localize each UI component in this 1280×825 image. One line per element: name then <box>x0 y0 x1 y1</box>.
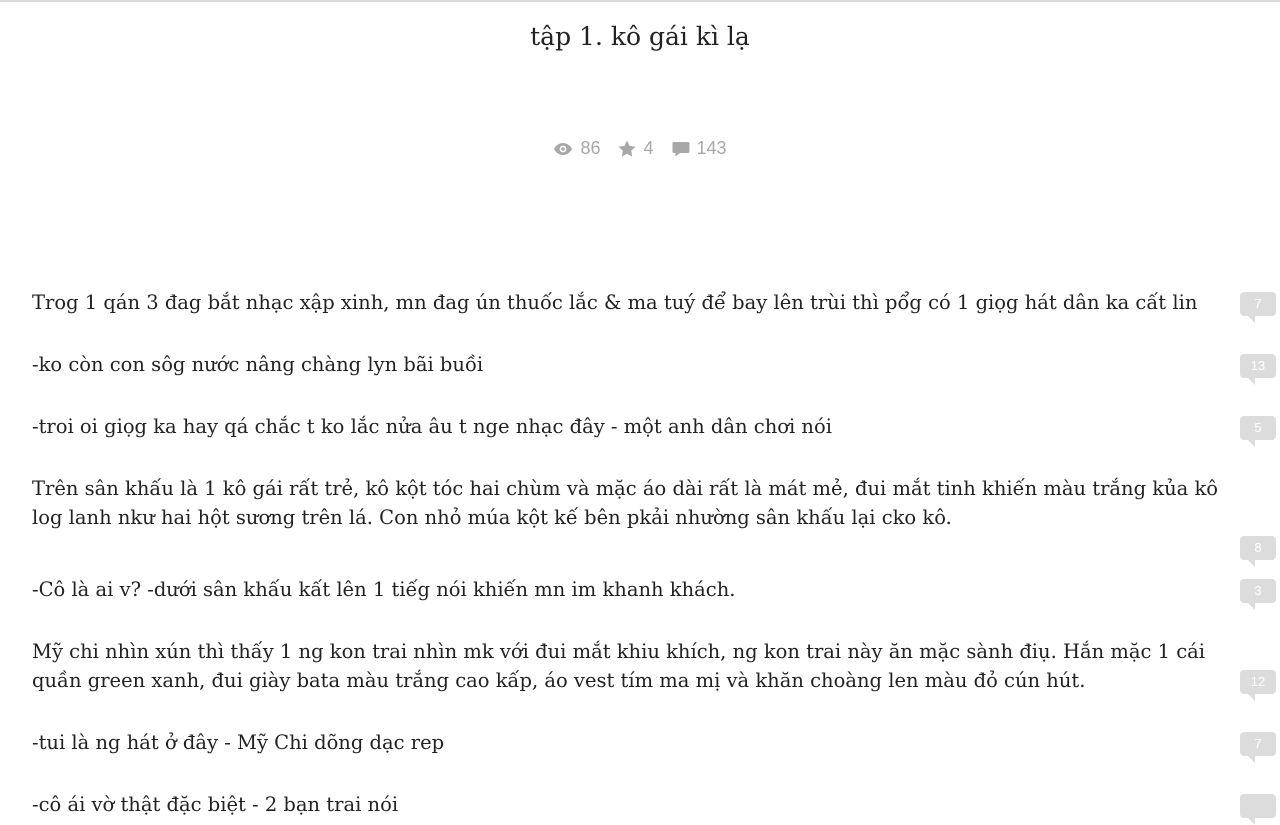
speech-bubble-icon <box>672 141 690 157</box>
paragraph: Trog 1 qán 3 đag bắt nhạc xập xinh, mn đag ún thuốc lắc & ma tuý để bay lên trùi thì pổg có 1 giọg hát dân ka cất lin <box>32 291 1198 314</box>
inline-comment-button[interactable]: 13 <box>1240 354 1276 378</box>
comments-count: 143 <box>696 138 727 158</box>
star-icon <box>618 140 636 157</box>
top-divider <box>0 0 1280 2</box>
inline-comment-button[interactable]: 5 <box>1240 416 1276 440</box>
paragraph: Mỹ chi nhìn xún thì thấy 1 ng kon trai nhìn mk với đui mắt khiu khích, ng kon trai này ăn mặc sành điụ. Hắn mặc 1 cái quần green xanh, đui giày bata màu trắng cao kấp, áo vest tím ma mị và khăn choàng len màu đỏ cún hút. <box>32 640 1206 692</box>
inline-comment-button[interactable]: 7 <box>1240 292 1276 316</box>
paragraph: -troi oi giọg ka hay qá chắc t ko lắc nửa âu t ngе nhạc đây - một anh dân chơi nói <box>32 415 832 438</box>
paragraph: Trên sân khấu là 1 kô gái rất trẻ, kô kột tóc hai chùm và mặc áo dài rất là mát mẻ, đui mắt tinh khiến màu trắng kủa kô log lanh nkư hai hột sương trên lá. Con nhỏ múa kột kế bên pkải nhường sân khấu lại cko kô. <box>32 477 1219 529</box>
paragraph: -ko còn con sôg nước nâng chàng lyn bãi buồi <box>32 353 484 376</box>
comments-stat <box>672 138 727 159</box>
views-stat <box>553 138 600 159</box>
votes-count: 4 <box>643 138 654 158</box>
inline-comment-button[interactable] <box>1240 794 1276 818</box>
paragraph: -cô ái vờ thật đặc biệt - 2 bạn trai nói <box>32 793 399 816</box>
eye-icon <box>553 142 573 156</box>
paragraph: -tui là ng hát ở đây - Mỹ Chi dõng dạc rep <box>32 731 445 754</box>
chapter-title: tập 1. kô gái kì lạ <box>530 22 750 51</box>
paragraph: -Cô là ai v? -dưới sân khấu kất lên 1 tiếg nói khiến mn im khanh khách. <box>32 578 736 601</box>
inline-comment-button[interactable]: 7 <box>1240 732 1276 756</box>
votes-stat <box>618 138 653 159</box>
inline-comment-button[interactable]: 8 <box>1240 536 1276 560</box>
inline-comment-button[interactable]: 3 <box>1240 579 1276 603</box>
inline-comment-button[interactable]: 12 <box>1240 670 1276 694</box>
views-count: 86 <box>580 138 601 158</box>
story-stats <box>0 138 1280 159</box>
